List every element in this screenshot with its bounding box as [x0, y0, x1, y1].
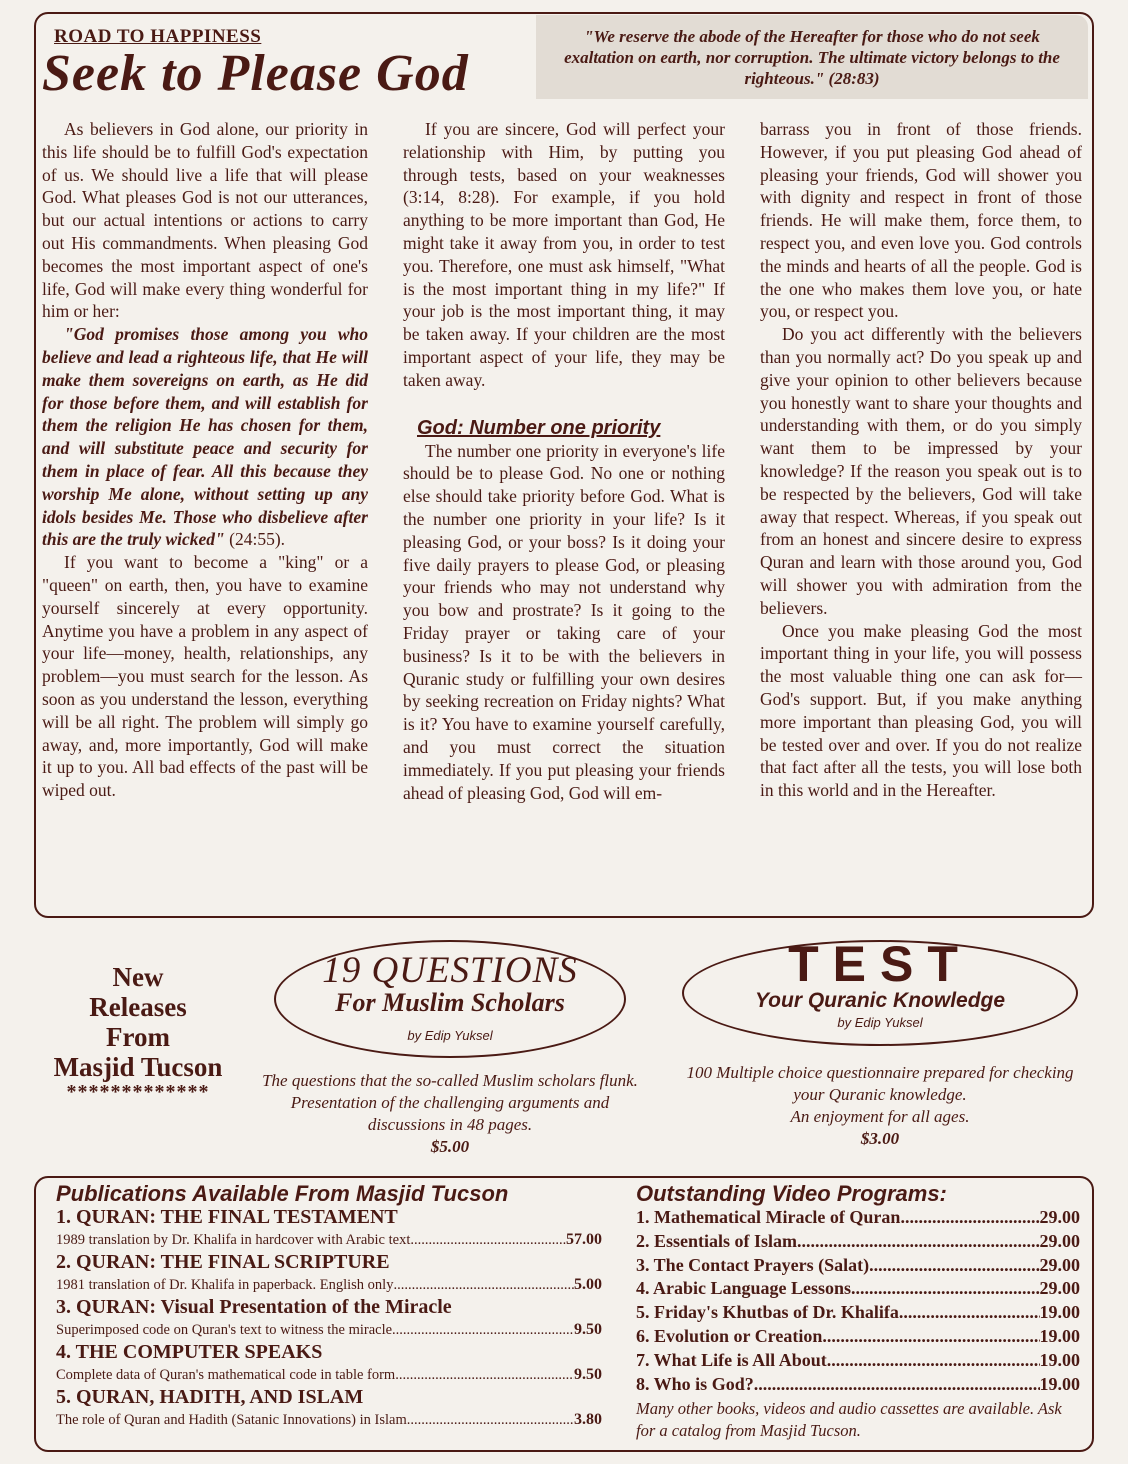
video-item: [636, 1301, 1080, 1325]
publication-price: 57.00: [566, 1231, 602, 1248]
pull-quote-box: [536, 15, 1088, 99]
video-price: 29.00: [1039, 1278, 1080, 1299]
video-item: [636, 1325, 1080, 1349]
publication-price: 3.80: [574, 1411, 602, 1428]
video-programs-heading: Outstanding Video Programs:: [636, 1181, 947, 1206]
video-price: 19.00: [1039, 1349, 1080, 1370]
publication-line: [56, 1319, 602, 1341]
catalog-note: Many other books, videos and audio cassettes are available. Ask for a catalog from Masjid Tucson.: [636, 1399, 1062, 1441]
video-price: 29.00: [1039, 1254, 1080, 1275]
section-kicker: ROAD TO HAPPINESS: [54, 26, 262, 47]
paragraph: As believers in God alone, our priority in this life should be to fulfill God's expectation of us. We should live a life that will please God. What pleases God is not our utterances, but our actual intentions or actions to carry out His commandments. When pleasing God becomes the most important aspect of one's life, God will make every thing wonderful for him or her:: [42, 119, 368, 322]
article-column-3: [760, 118, 1082, 802]
publications-list: [56, 1181, 602, 1431]
book-19-questions-oval: [274, 940, 626, 1058]
pull-quote: "We reserve the abode of the Hereafter for those who do not seek exaltation on earth, nor corruption. The ultimate victory belongs to the righteous." (28:83): [564, 26, 1060, 88]
book-subtitle: Your Quranic Knowledge: [754, 989, 1006, 1012]
video-price: 19.00: [1039, 1373, 1080, 1394]
publication-desc: Superimposed code on Quran's text to witness the miracle: [56, 1322, 393, 1338]
video-title: 3. The Contact Prayers (Salat): [636, 1254, 870, 1275]
publication-desc: 1989 translation by Dr. Khalifa in hardcover with Arabic text: [56, 1232, 411, 1248]
publication-desc: The role of Quran and Hadith (Satanic Innovations) in Islam: [56, 1412, 407, 1428]
video-title: 1. Mathematical Miracle of Quran: [636, 1207, 901, 1227]
new-releases-line: New: [112, 962, 164, 992]
book-description-text: The questions that the so-called Muslim scholars flunk. Presentation of the challenging arguments and discussions in 48 pages.: [262, 1071, 638, 1134]
book-title: TEST: [788, 936, 972, 992]
new-releases-line: Releases: [89, 992, 187, 1022]
publication-line: [56, 1274, 602, 1296]
publication-line: [56, 1364, 602, 1386]
video-item: [636, 1206, 1080, 1230]
book-test-description: [670, 1062, 1090, 1150]
video-price: 29.00: [1039, 1230, 1080, 1251]
book-description-text: An enjoyment for all ages.: [790, 1107, 970, 1126]
paragraph: If you are sincere, God will perfect your relationship with Him, by putting you through tests, based on your weaknesses (3:14, 8:28). For example, if you hold anything to be more important than God, He might take it away from you, in order to test you. Therefore, one must ask himself, "What is the most important thing in my life?" If your job is the most important thing, it may be taken away. If your children are the most important aspect of your life, they may be taken away.: [403, 119, 725, 390]
verse-quote: [42, 323, 368, 551]
publication-desc: Complete data of Quran's mathematical code in table form: [56, 1367, 396, 1383]
new-releases-line: From: [106, 1022, 170, 1052]
book-subtitle: For Muslim Scholars: [335, 988, 565, 1017]
publication-line: [56, 1409, 602, 1431]
video-price: 29.00: [1039, 1207, 1080, 1227]
verse-ref: (24:55).: [224, 529, 286, 550]
paragraph: The number one priority in everyone's life should be to please God. No one or nothing else should take priority before God. What is the number one priority in your life? Is it pleasing God, or your boss? Is it doing your five daily prayers to please God, or pleasing your friends who may not understand why you bow and prostrate? Is it going to the Friday prayer or taking care of your business? Is it to be with the believers in Quranic study or fulfilling your own desires by seeking recreation on Friday nights? What is it? You have to examine yourself carefully, and you must correct the situation immediately. If you put pleasing your friends ahead of pleasing God, God will em-: [403, 440, 725, 803]
book-author: by Edip Yuksel: [407, 1028, 493, 1043]
article-column-2: [403, 118, 725, 804]
publication-title: 2. QURAN: THE FINAL SCRIPTURE: [56, 1251, 390, 1273]
publication-desc: 1981 translation of Dr. Khalifa in paperback. English only: [56, 1277, 394, 1293]
publication-title: 3. QURAN: Visual Presentation of the Miracle: [56, 1296, 452, 1318]
book-price: $5.00: [430, 1137, 470, 1156]
video-title: 4. Arabic Language Lessons: [636, 1278, 852, 1299]
book-19-questions-description: [250, 1070, 650, 1158]
publication-line: [56, 1229, 602, 1251]
publication-price: 9.50: [574, 1321, 602, 1338]
book-price: $3.00: [860, 1129, 900, 1148]
book-author: by Edip Yuksel: [837, 1015, 923, 1030]
book-title: 19 QUESTIONS: [322, 950, 578, 991]
book-description-text: 100 Multiple choice questionnaire prepared for checking your Quranic knowledge.: [686, 1063, 1074, 1104]
publication-title: 4. THE COMPUTER SPEAKS: [56, 1341, 323, 1363]
paragraph: If you want to become a "king" or a "queen" on earth, then, you have to examine yourself sincerely at every opportunity. Anytime you have a problem in any aspect of your life—money, health, relationships, any problem—you must search for the lesson. As soon as you understand the lesson, everything will be all right. The problem will simply go away, and, more importantly, God will make it up to you. All bad effects of the past will be wiped out.: [42, 552, 368, 801]
publication-price: 9.50: [574, 1366, 602, 1383]
publication-title: 5. QURAN, HADITH, AND ISLAM: [56, 1386, 364, 1408]
paragraph: Once you make pleasing God the most important thing in your life, you will possess the most valuable thing one can ask for—God's support. But, if you make anything more important than pleasing God, you will be tested over and over. If you do not realize that fact after all the tests, you will lose both in this world and in the Hereafter.: [760, 620, 1082, 801]
video-title: 5. Friday's Khutbas of Dr. Khalifa: [636, 1302, 899, 1323]
publication-price: 5.00: [574, 1276, 602, 1293]
stars-divider: *************: [66, 1081, 210, 1103]
video-title: 6. Evolution or Creation: [636, 1325, 823, 1346]
video-price: 19.00: [1039, 1302, 1080, 1323]
paragraph: barrass you in front of those friends. However, if you put pleasing God ahead of pleasing your friends, God will shower you with dignity and respect in front of those friends. He will make them, force them, to respect you, and even love you. God controls the minds and hearts of all the people. God is the one who makes them love you, or hate you, or respect you.: [760, 119, 1082, 322]
new-releases-line: Masjid Tucson: [53, 1052, 223, 1082]
new-releases-label: [42, 962, 234, 1102]
article-column-1: [42, 118, 368, 802]
video-price: 19.00: [1039, 1325, 1080, 1346]
video-item: [636, 1277, 1080, 1301]
book-test-oval: [682, 936, 1078, 1046]
video-title: 7. What Life is All About: [636, 1349, 827, 1370]
verse-quote-text: "God promises those among you who believe and lead a righteous life, that He will make them sovereigns on earth, as He did for those before them, and will establish for them the religion He has chosen for them, and will substitute peace and security for them in place of fear. All this because they worship Me alone, without setting up any idols besides Me. Those who disbelieve after this are the truly wicked": [42, 324, 368, 550]
publication-title: 1. QURAN: THE FINAL TESTAMENT: [56, 1206, 398, 1228]
subheading: God: Number one priority: [417, 416, 661, 439]
video-item: [636, 1373, 1080, 1397]
publications-heading: Publications Available From Masjid Tucson: [56, 1181, 509, 1206]
video-item: [636, 1349, 1080, 1373]
paragraph: Do you act differently with the believers than you normally act? Do you speak up and give your opinion to other believers because you honestly want to share your thoughts and understanding with them, or do you simply want them to be impressed by your knowledge? If the reason you speak out is to be respected by the believers, God will take away that respect. Whereas, if you speak out from an honest and sincere desire to express Quran and learn with those around you, God will shower you with admiration from the believers.: [760, 324, 1082, 618]
video-title: 8. Who is God?: [636, 1373, 754, 1394]
video-programs-list: [636, 1181, 1080, 1442]
video-item: [636, 1254, 1080, 1278]
video-title: 2. Essentials of Islam: [636, 1230, 798, 1251]
video-item: [636, 1230, 1080, 1254]
headline: Seek to Please God: [42, 45, 469, 102]
